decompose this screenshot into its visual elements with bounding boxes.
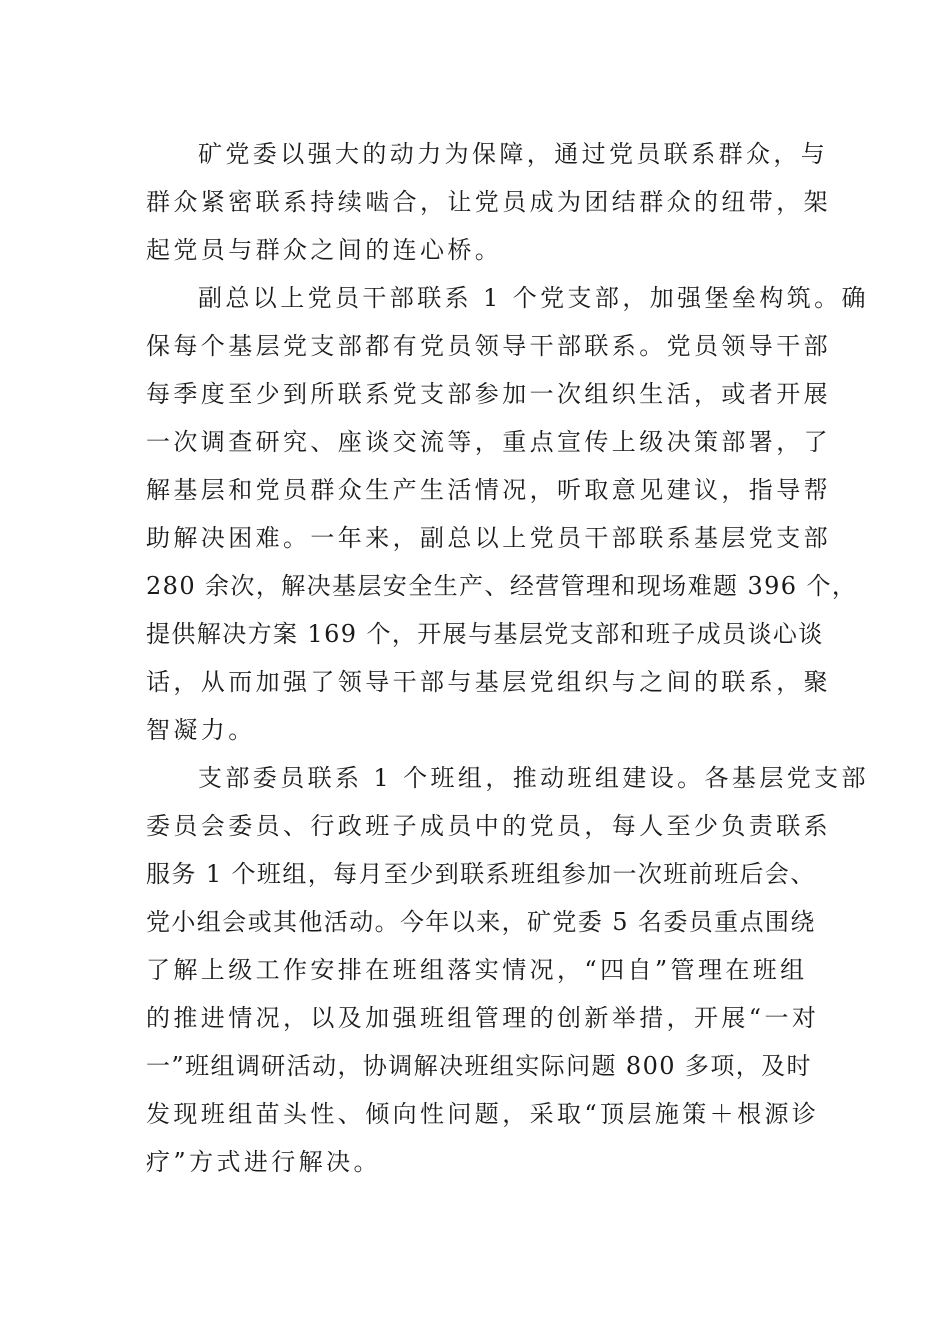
paragraph-line: 起党员与群众之间的连心桥。 [146, 236, 503, 264]
paragraph-line: 疗”方式进行解决。 [146, 1148, 381, 1176]
paragraph-line: 280 余次，解决基层安全生产、经营管理和现场难题 396 个， [146, 572, 858, 600]
paragraph-line: 解基层和党员群众生产生活情况，听取意见建议，指导帮 [146, 476, 831, 504]
paragraph-line: 一”班组调研活动，协调解决班组实际问题 800 多项，及时 [146, 1052, 812, 1080]
paragraph-line: 的推进情况，以及加强班组管理的创新举措，开展“一对 [146, 1004, 820, 1032]
paragraph-line: 副总以上党员干部联系 1 个党支部，加强堡垒构筑。确 [198, 284, 869, 312]
paragraph-line: 提供解决方案 169 个，开展与基层党支部和班子成员谈心谈 [146, 620, 824, 648]
paragraph-line: 保每个基层党支部都有党员领导干部联系。党员领导干部 [146, 332, 831, 360]
paragraph-line: 智凝力。 [146, 716, 256, 744]
paragraph-2 [146, 274, 869, 754]
paragraph-line: 服务 1 个班组，每月至少到联系班组参加一次班前班后会、 [146, 860, 816, 888]
document-body [146, 130, 869, 1186]
paragraph-line: 发现班组苗头性、倾向性问题，采取“顶层施策＋根源诊 [146, 1100, 820, 1128]
paragraph-line: 支部委员联系 1 个班组，推动班组建设。各基层党支部 [198, 764, 869, 792]
paragraph-line: 矿党委以强大的动力为保障，通过党员联系群众，与 [198, 140, 829, 168]
paragraph-1 [146, 130, 831, 274]
paragraph-line: 党小组会或其他活动。今年以来，矿党委 5 名委员重点围绕 [146, 908, 816, 936]
paragraph-line: 每季度至少到所联系党支部参加一次组织生活，或者开展 [146, 380, 831, 408]
paragraph-line: 一次调查研究、座谈交流等，重点宣传上级决策部署，了 [146, 428, 831, 456]
paragraph-3 [146, 754, 869, 1186]
paragraph-line: 了解上级工作安排在班组落实情况，“四自”管理在班组 [146, 956, 808, 984]
paragraph-line: 助解决困难。一年来，副总以上党员干部联系基层党支部 [146, 524, 831, 552]
paragraph-line: 群众紧密联系持续啮合，让党员成为团结群众的纽带，架 [146, 188, 831, 216]
paragraph-line: 委员会委员、行政班子成员中的党员，每人至少负责联系 [146, 812, 831, 840]
paragraph-line: 话，从而加强了领导干部与基层党组织与之间的联系，聚 [146, 668, 831, 696]
